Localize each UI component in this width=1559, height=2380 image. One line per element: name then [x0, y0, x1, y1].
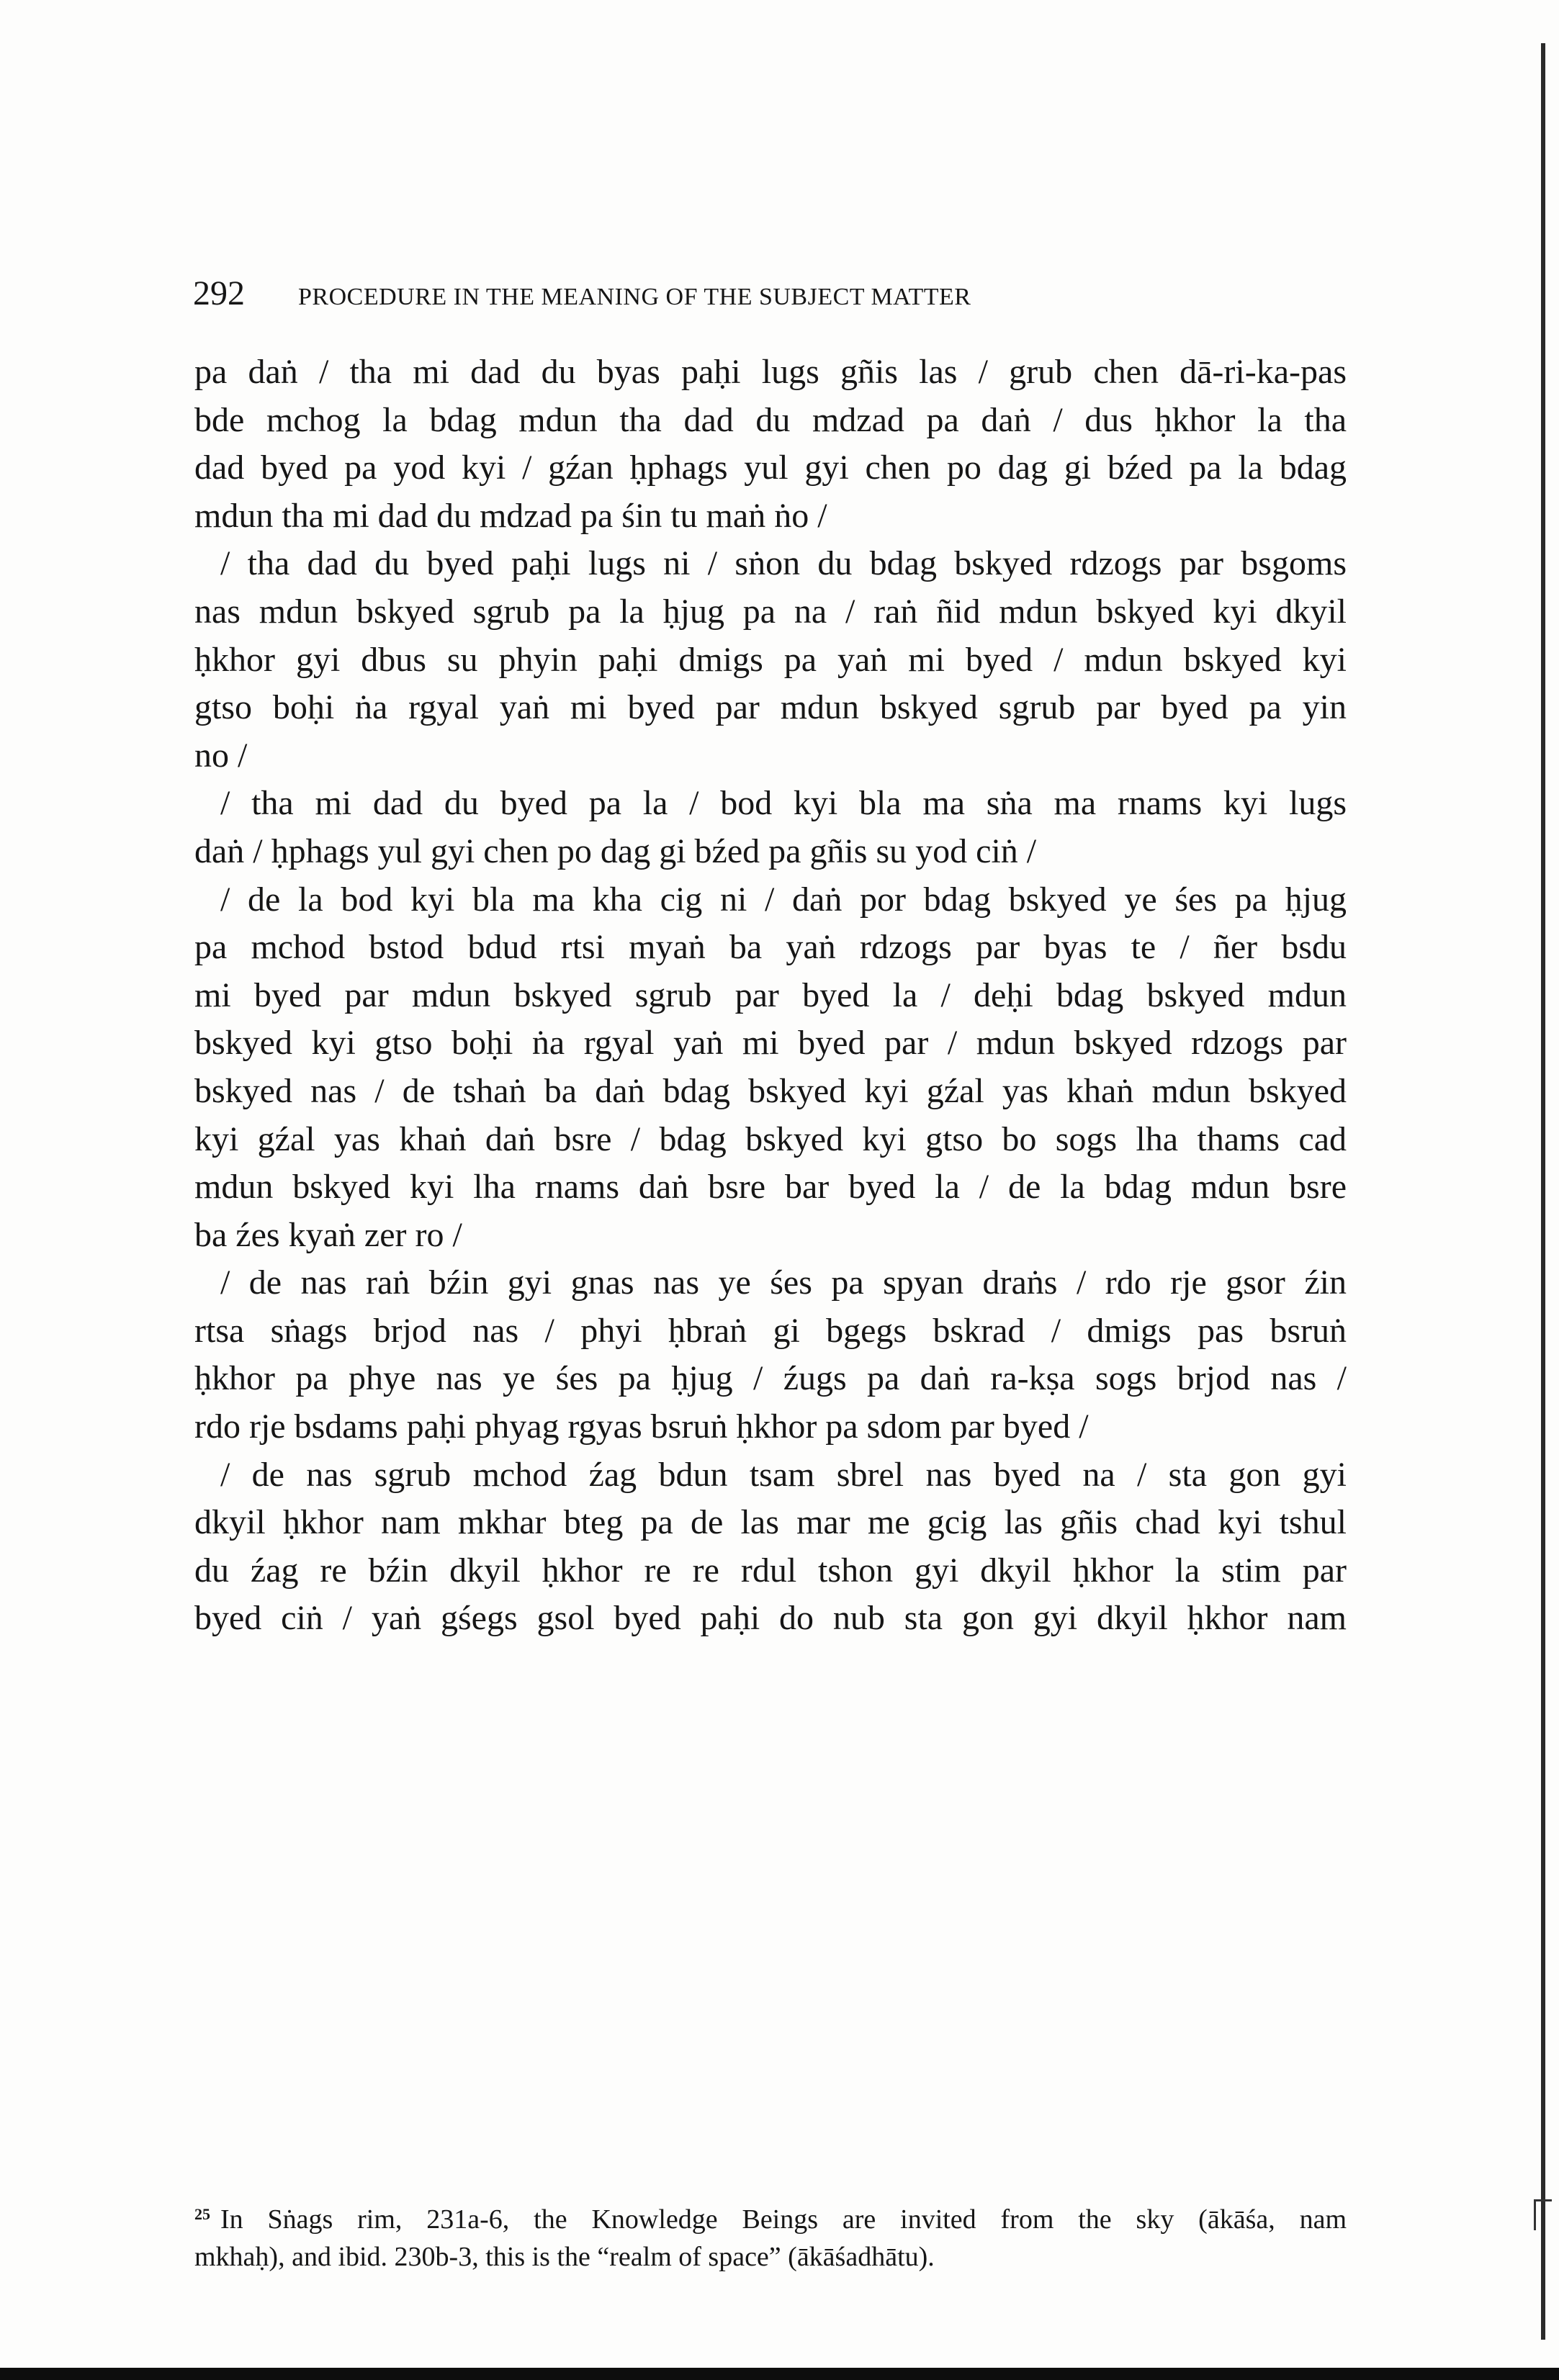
text-line: pa daṅ / tha mi dad du byas paḥi lugs gñis las / grub chen dā-ri-ka-pas: [194, 353, 1347, 391]
text-line: bskyed nas / de tshaṅ ba daṅ bdag bskyed kyi gźal yas khaṅ mdun bskyed: [194, 1071, 1347, 1110]
page-header: [193, 274, 1345, 313]
text-line: / de la bod kyi bla ma kha cig ni / daṅ por bdag bskyed ye śes pa ḥjug: [220, 880, 1347, 919]
text-line: nas mdun bskyed sgrub pa la ḥjug pa na / raṅ ñid mdun bskyed kyi dkyil: [194, 592, 1347, 631]
text-line: byed ciṅ / yaṅ gśegs gsol byed paḥi do nub sta gon gyi dkyil ḥkhor nam: [194, 1599, 1347, 1638]
text-line: mi byed par mdun bskyed sgrub par byed la / deḥi bdag bskyed mdun: [194, 975, 1347, 1014]
text-line: daṅ / ḥphags yul gyi chen po dag gi bźed pa gñis su yod ciṅ /: [194, 831, 1037, 870]
footnote-line: mkhaḥ), and ibid. 230b-3, this is the “realm of space” (ākāśadhātu).: [194, 2242, 935, 2272]
page-edge-mark: [1534, 2199, 1552, 2230]
text-line: no /: [194, 736, 248, 775]
text-line: pa mchod bstod bdud rtsi myaṅ ba yaṅ rdzogs par byas te / ñer bsdu: [194, 928, 1347, 967]
body-text: [194, 348, 1347, 1643]
text-line: dad byed pa yod kyi / gźan ḥphags yul gyi chen po dag gi bźed pa la bdag: [194, 448, 1347, 487]
text-line: / tha dad du byed paḥi lugs ni / sṅon du bdag bskyed rdzogs par bsgoms: [220, 544, 1347, 583]
text-line: / de nas sgrub mchod źag bdun tsam sbrel nas byed na / sta gon gyi: [220, 1455, 1347, 1494]
text-line: du źag re bźin dkyil ḥkhor re re rdul tshon gyi dkyil ḥkhor la stim par: [194, 1551, 1347, 1590]
text-line: mdun tha mi dad du mdzad pa śin tu maṅ ṅo /: [194, 496, 827, 535]
text-line: gtso boḥi ṅa rgyal yaṅ mi byed par mdun bskyed sgrub par byed pa yin: [194, 688, 1347, 727]
page-number: 292: [193, 274, 245, 312]
running-head: PROCEDURE IN THE MEANING OF THE SUBJECT MATTER: [298, 284, 971, 310]
footnote: [194, 2196, 1347, 2276]
text-line: mdun bskyed kyi lha rnams daṅ bsre bar byed la / de la bdag mdun bsre: [194, 1168, 1347, 1207]
text-line: / de nas raṅ bźin gyi gnas nas ye śes pa spyan draṅs / rdo rje gsor źin: [220, 1263, 1347, 1302]
text-line: dkyil ḥkhor nam mkhar bteg pa de las mar me gcig las gñis chad kyi tshul: [194, 1503, 1347, 1542]
text-line: bskyed kyi gtso boḥi ṅa rgyal yaṅ mi byed par / mdun bskyed rdzogs par: [194, 1024, 1347, 1063]
footnote-marker: 25: [194, 2205, 210, 2223]
text-line: ḥkhor pa phye nas ye śes pa ḥjug / źugs pa daṅ ra-kṣa sogs brjod nas /: [194, 1359, 1347, 1398]
footnote-text: In Sṅags rim, 231a-6, the Knowledge Beings are invited from the sky (ākāśa, nam: [220, 2204, 1347, 2235]
page-edge-shadow: [1541, 43, 1545, 2340]
text-line: / tha mi dad du byed pa la / bod kyi bla ma sṅa ma rnams kyi lugs: [220, 784, 1347, 823]
footnote-line: [194, 2196, 1347, 2238]
text-line: rdo rje bsdams paḥi phyag rgyas bsruṅ ḥkhor pa sdom par byed /: [194, 1407, 1089, 1446]
text-line: kyi gźal yas khaṅ daṅ bsre / bdag bskyed kyi gtso bo sogs lha thams cad: [194, 1119, 1347, 1158]
text-line: ḥkhor gyi dbus su phyin paḥi dmigs pa yaṅ mi byed / mdun bskyed kyi: [194, 640, 1347, 679]
text-line: rtsa sṅags brjod nas / phyi ḥbraṅ gi bgegs bskrad / dmigs pas bsruṅ: [194, 1311, 1347, 1350]
scan-bottom-border: [0, 2368, 1559, 2380]
text-line: bde mchog la bdag mdun tha dad du mdzad pa daṅ / dus ḥkhor la tha: [194, 400, 1347, 439]
text-line: ba źes kyaṅ zer ro /: [194, 1215, 462, 1254]
